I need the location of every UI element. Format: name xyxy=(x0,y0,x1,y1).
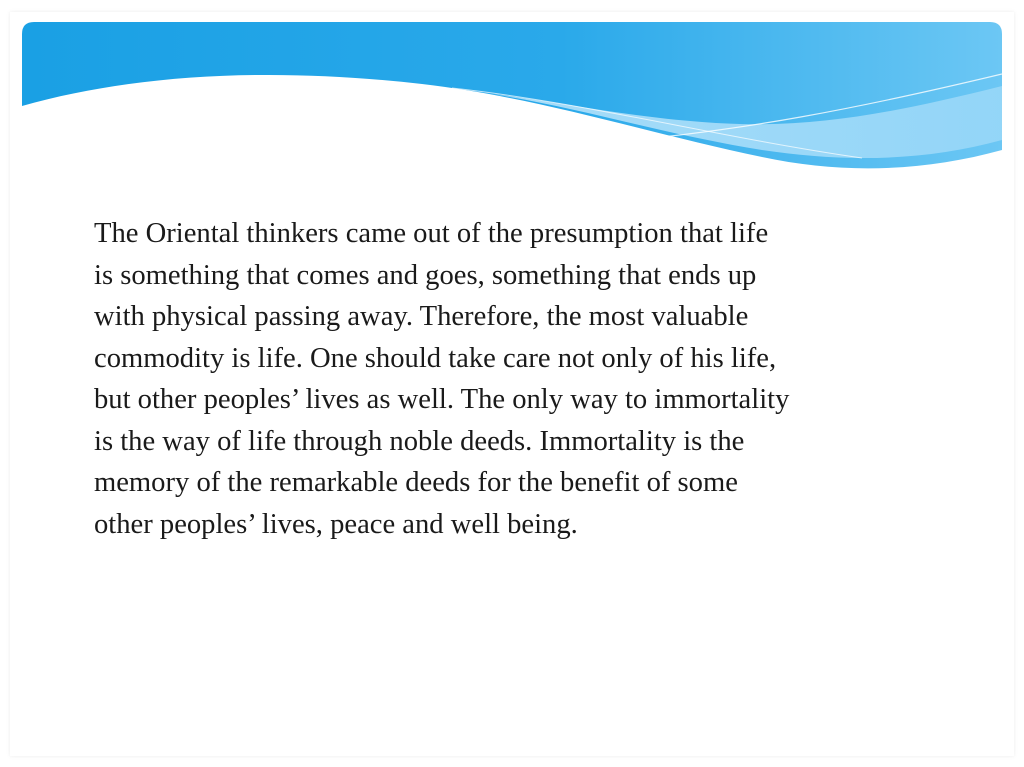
slide-body-text: The Oriental thinkers came out of the presumption that life is something that comes and goes, something that ends up with physical passing away. Therefore, the most valuable commodity is life. One should take care not only of his life, but other peoples’ lives as well. The only way to immortality is the way of life through noble deeds. Immortality is the memory of the remarkable deeds for the benefit of some other peoples’ lives, peace and well being. xyxy=(94,218,790,540)
header-wave-decoration xyxy=(22,22,1002,182)
